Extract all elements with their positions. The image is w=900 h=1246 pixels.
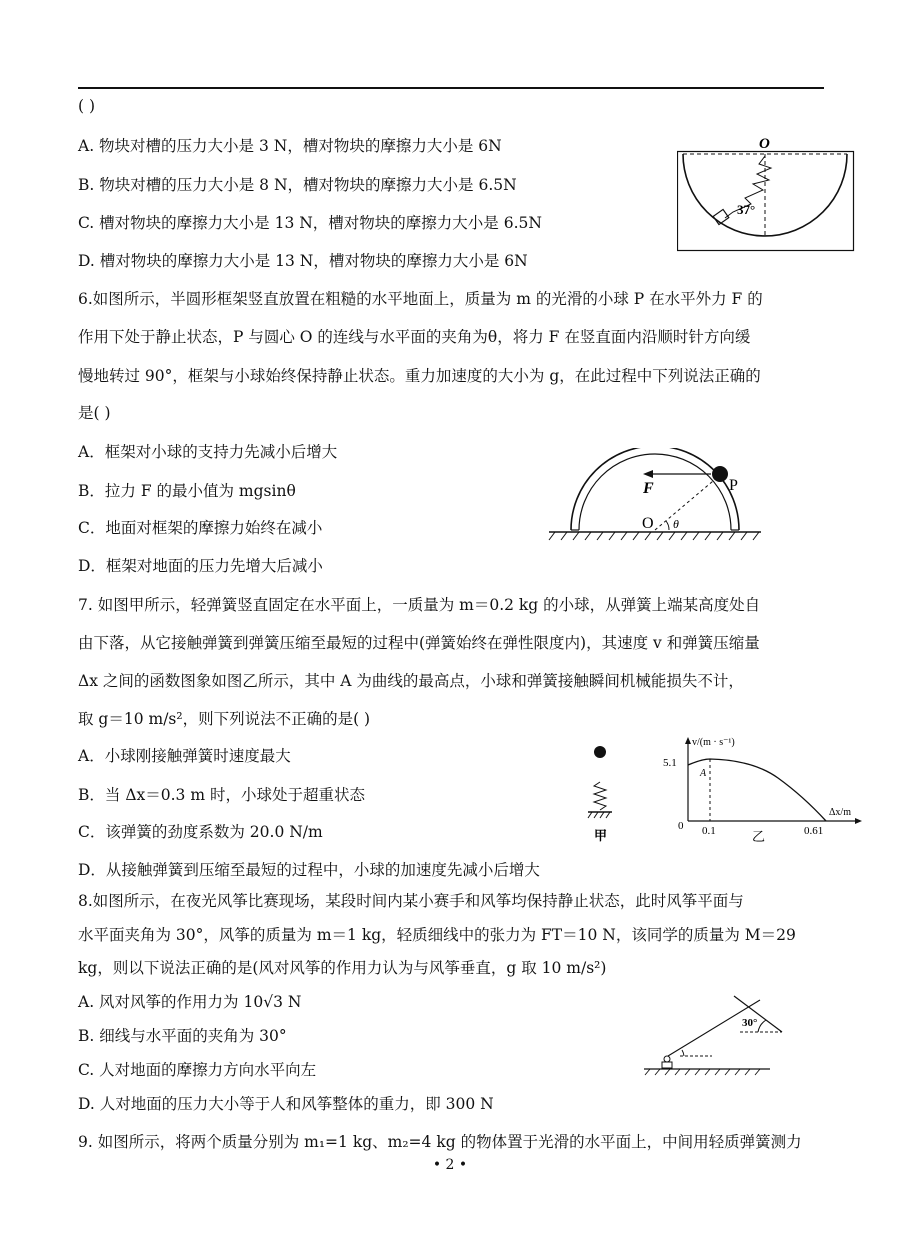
frame-label-f: F bbox=[643, 480, 654, 497]
top-rule bbox=[78, 87, 824, 89]
graph-x-tick-1: 0.1 bbox=[702, 825, 716, 837]
semicircle-frame-figure bbox=[545, 448, 765, 550]
q9-line-1: 9. 如图所示，将两个质量分别为 m₁=1 kg、m₂=4 kg 的物体置于光滑的水平面上，中间用轻质弹簧测力 bbox=[78, 1133, 802, 1151]
kite-label-angle: 30° bbox=[742, 1017, 758, 1029]
q6-option-b: B．拉力 F 的最小值为 mgsinθ bbox=[78, 482, 296, 500]
ball-p bbox=[712, 466, 728, 482]
q7-line-2: 由下落，从它接触弹簧到弹簧压缩至最短的过程中(弹簧始终在弹性限度内)，其速度 v 和弹簧压缩量 bbox=[78, 634, 760, 652]
q7-option-a: A．小球刚接触弹簧时速度最大 bbox=[78, 747, 291, 765]
bowl-label-o: O bbox=[759, 136, 770, 152]
q8-option-d: D. 人对地面的压力大小等于人和风筝整体的重力，即 300 N bbox=[78, 1095, 494, 1113]
graph-x-tick-2: 0.61 bbox=[804, 825, 824, 837]
q8-option-b: B. 细线与水平面的夹角为 30° bbox=[78, 1027, 287, 1045]
bowl-label-angle: 37° bbox=[737, 202, 756, 217]
graph-xlabel: Δx/m bbox=[829, 807, 851, 818]
frame-label-theta: θ bbox=[673, 517, 679, 531]
q8-option-c: C. 人对地面的摩擦力方向水平向左 bbox=[78, 1061, 317, 1079]
page-number: • 2 • bbox=[432, 1157, 468, 1173]
q6-line-1: 6.如图所示，半圆形框架竖直放置在粗糙的水平地面上，质量为 m 的光滑的小球 P 在水平外力 F 的 bbox=[78, 290, 763, 308]
label-jia: 甲 bbox=[594, 828, 608, 843]
prev-option-b: B. 物块对槽的压力大小是 8 N，槽对物块的摩擦力大小是 6.5N bbox=[78, 176, 517, 194]
q6-option-a: A．框架对小球的支持力先减小后增大 bbox=[78, 443, 338, 461]
ball-spring-figure bbox=[578, 740, 628, 844]
graph-ylabel: v/(m · s⁻¹) bbox=[692, 737, 735, 748]
q7-line-4: 取 g＝10 m/s²，则下列说法不正确的是( ) bbox=[78, 710, 371, 728]
q7-option-c: C．该弹簧的劲度系数为 20.0 N/m bbox=[78, 823, 323, 841]
q8-line-1: 8.如图所示，在夜光风筝比赛现场，某段时间内某小赛手和风筝均保持静止状态，此时风筝平面与 bbox=[78, 892, 744, 910]
q8-option-a: A. 风对风筝的作用力为 10√3 N bbox=[78, 993, 302, 1011]
velocity-compression-graph bbox=[658, 733, 868, 845]
velocity-curve bbox=[688, 759, 826, 821]
q6-line-3: 慢地转过 90°，框架与小球始终保持静止状态。重力加速度的大小为 g，在此过程中下列说法正确的 bbox=[78, 367, 761, 385]
graph-origin: 0 bbox=[678, 820, 684, 832]
q6-line-4: 是( ) bbox=[78, 404, 111, 422]
bowl-spring-figure bbox=[677, 134, 855, 252]
q7-line-1: 7. 如图甲所示，轻弹簧竖直固定在水平面上，一质量为 m＝0.2 kg 的小球，从弹簧上端某高度处自 bbox=[78, 596, 761, 614]
q8-line-2: 水平面夹角为 30°，风筝的质量为 m＝1 kg，轻质细线中的张力为 FT＝10 N，该同学的质量为 M＝29 bbox=[78, 926, 796, 944]
label-yi: 乙 bbox=[752, 829, 766, 844]
q7-option-b: B．当 Δx＝0.3 m 时，小球处于超重状态 bbox=[78, 786, 365, 804]
q6-option-c: C．地面对框架的摩擦力始终在减小 bbox=[78, 519, 323, 537]
q8-line-3: kg，则以下说法正确的是(风对风筝的作用力认为与风筝垂直，g 取 10 m/s²) bbox=[78, 959, 607, 977]
frame-label-o: O bbox=[642, 515, 654, 532]
prev-option-a: A. 物块对槽的压力大小是 3 N，槽对物块的摩擦力大小是 6N bbox=[78, 137, 502, 155]
q6-option-d: D．框架对地面的压力先增大后减小 bbox=[78, 557, 323, 575]
q7-option-d: D．从接触弹簧到压缩至最短的过程中，小球的加速度先减小后增大 bbox=[78, 861, 540, 879]
q7-line-3: Δx 之间的函数图象如图乙所示，其中 A 为曲线的最高点，小球和弹簧接触瞬间机械能损失不计， bbox=[78, 672, 744, 690]
graph-label-a: A bbox=[700, 768, 707, 779]
prev-option-c: C. 槽对物块的摩擦力大小是 13 N，槽对物块的摩擦力大小是 6.5N bbox=[78, 214, 542, 232]
graph-y-tick: 5.1 bbox=[663, 757, 677, 769]
q6-line-2: 作用下处于静止状态，P 与圆心 O 的连线与水平面的夹角为θ，将力 F 在竖直面内沿顺时针方向缓 bbox=[78, 328, 751, 346]
frame-label-p: P bbox=[729, 477, 738, 494]
prev-question-paren: ( ) bbox=[78, 97, 96, 115]
prev-option-d: D. 槽对物块的摩擦力大小是 13 N，槽对物块的摩擦力大小是 6N bbox=[78, 252, 528, 270]
kite-figure bbox=[640, 990, 790, 1082]
